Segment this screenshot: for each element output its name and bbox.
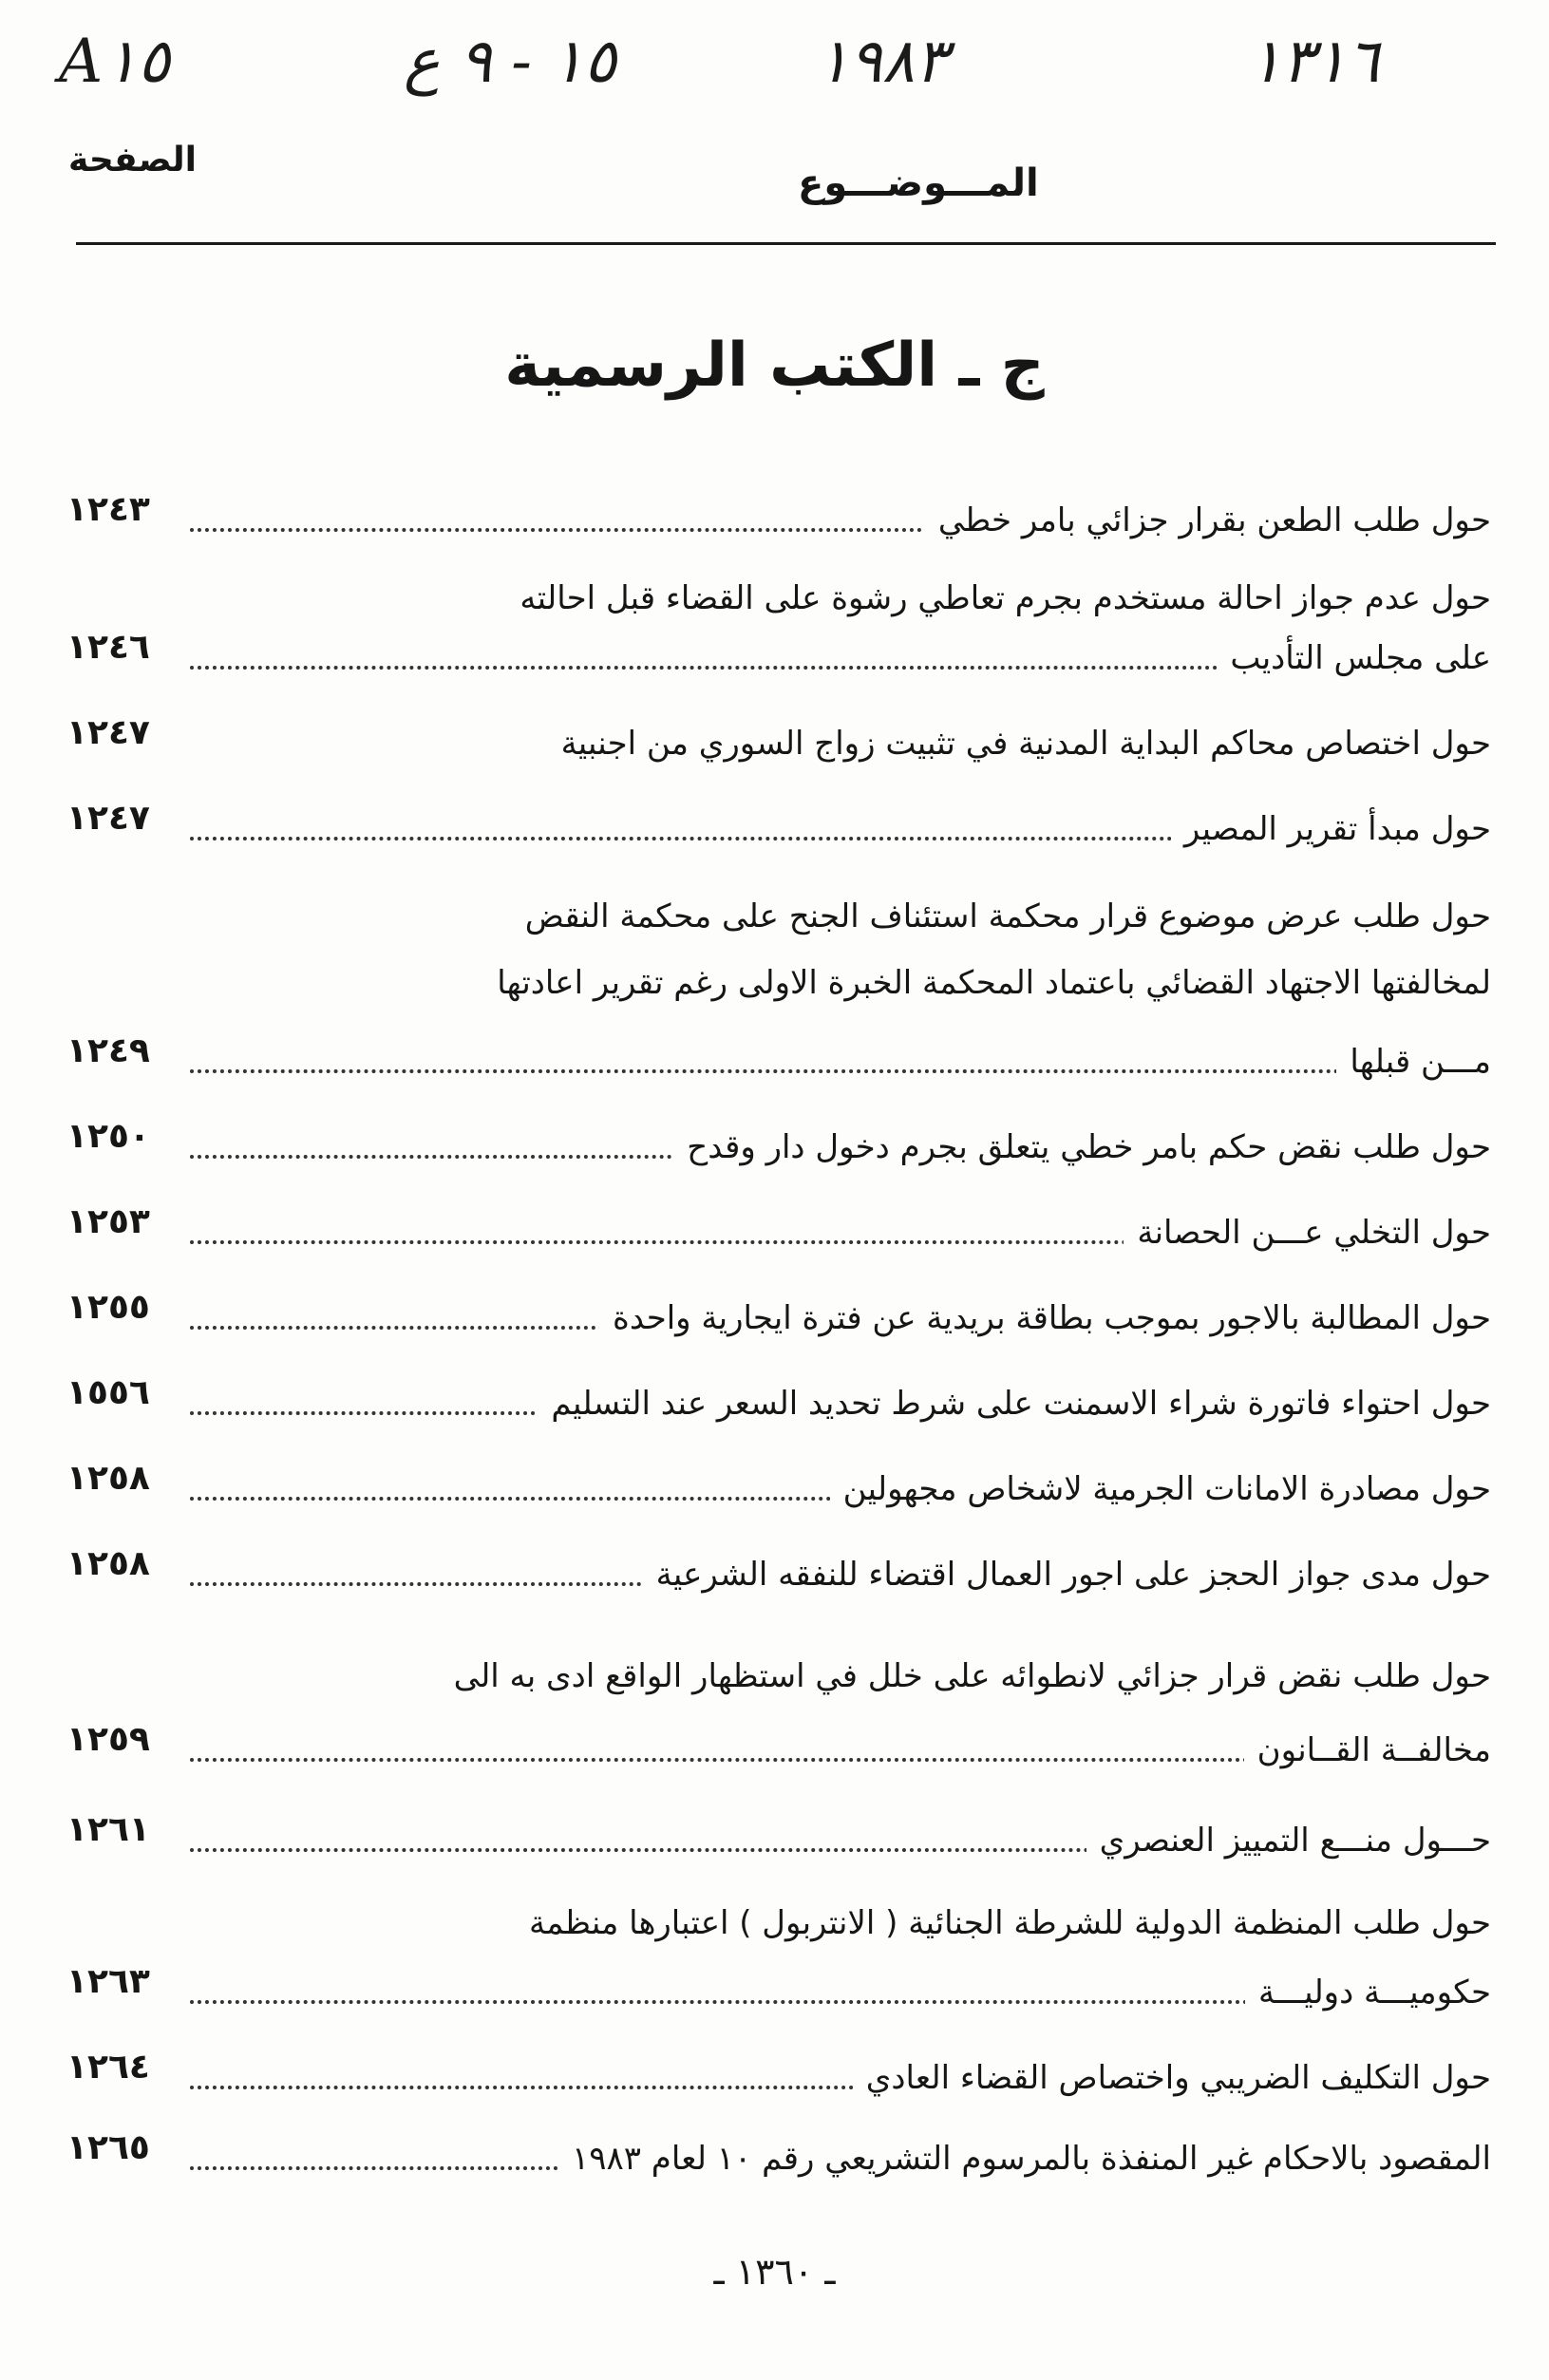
entry-title-line: حول طلب عرض موضوع قرار محكمة استئناف الجنح على محكمة النقض <box>524 897 1491 935</box>
index-entry <box>66 628 1491 689</box>
index-entry <box>66 490 1491 551</box>
entry-page-number: ١٢٦١ <box>66 1810 160 1849</box>
index-entry <box>66 1202 1491 1263</box>
entry-title: حـــول منـــع التمييز العنصري <box>1086 1822 1491 1860</box>
entry-title: حول مصادرة الامانات الجرمية لاشخاص مجهولين <box>830 1470 1491 1508</box>
entry-page-number: ١٢٤٣ <box>66 490 160 529</box>
entry-page-number: ١٥٥٦ <box>66 1373 160 1412</box>
entry-title: حول المطالبة بالاجور بموجب بطاقة بريدية عن فترة ايجارية واحدة <box>599 1299 1491 1337</box>
index-entry <box>66 1962 1491 2023</box>
handwritten-note-3: ١٩٨٣ <box>817 27 948 97</box>
index-entry <box>66 1117 1491 1178</box>
entry-page-number: ١٢٤٧ <box>66 713 160 752</box>
entry-page-number: ١٢٦٤ <box>66 2048 160 2087</box>
entry-title: المقصود بالاحكام غير المنفذة بالمرسوم التشريعي رقم ١٠ لعام ١٩٨٣ <box>558 2140 1491 2178</box>
entry-title: حول التكليف الضريبي واختصاص القضاء العادي <box>853 2059 1491 2097</box>
entry-title: مـــن قبلها <box>1336 1043 1491 1081</box>
entry-page-number: ١٢٥٠ <box>66 1117 160 1156</box>
index-entry <box>66 2048 1491 2108</box>
handwritten-note-1: A١٥ <box>59 27 170 97</box>
index-entry <box>66 1459 1491 1520</box>
handwritten-note-2: ١٥ - ٩ ع <box>404 27 616 97</box>
entry-page-number: ١٢٦٥ <box>66 2128 160 2167</box>
entry-page-number: ١٢٤٩ <box>66 1031 160 1070</box>
entry-title: مخالفــة القــانون <box>1244 1731 1491 1769</box>
entry-title-line: حول عدم جواز احالة مستخدم بجرم تعاطي رشوة على القضاء قبل احالته <box>519 579 1491 617</box>
footer-page-number: ـ ١٣٦٠ ـ <box>713 2251 836 2293</box>
index-entry <box>66 1031 1491 1092</box>
index-entry <box>66 713 1491 774</box>
entry-page-number: ١٢٥٣ <box>66 1202 160 1241</box>
entry-page-number: ١٢٥٩ <box>66 1720 160 1759</box>
entry-title-line: حول طلب المنظمة الدولية للشرطة الجنائية ( الانتربول ) اعتبارها منظمة <box>529 1904 1491 1942</box>
entry-title: حول مدى جواز الحجز على اجور العمال اقتضاء للنفقه الشرعية <box>643 1556 1491 1594</box>
index-entry <box>66 1288 1491 1349</box>
entry-title: حكوميـــة دوليـــة <box>1245 1974 1491 2012</box>
section-title: ج ـ الكتب الرسمية <box>504 331 1045 401</box>
entry-page-number: ١٢٦٣ <box>66 1962 160 2001</box>
entry-title: حول اختصاص محاكم البداية المدنية في تثبيت زواج السوري من اجنبية <box>548 725 1491 763</box>
index-entry <box>66 1544 1491 1605</box>
entry-title: حول طلب الطعن بقرار جزائي بامر خطي <box>925 501 1491 539</box>
index-entry <box>66 1373 1491 1434</box>
entry-title-line: لمخالفتها الاجتهاد القضائي باعتماد المحكمة الخبرة الاولى رغم تقرير اعادتها <box>497 964 1491 1002</box>
entry-title: على مجلس التأديب <box>1217 639 1491 677</box>
header-topic-label: المـــوضـــوع <box>798 161 1039 205</box>
entry-page-number: ١٢٤٦ <box>66 628 160 667</box>
entry-title: حول التخلي عـــن الحصانة <box>1124 1214 1491 1252</box>
entry-page-number: ١٢٥٨ <box>66 1544 160 1583</box>
entry-title: حول مبدأ تقرير المصير <box>1171 810 1491 848</box>
index-entry <box>66 799 1491 859</box>
leader-dots <box>190 1041 1491 1073</box>
index-entry <box>66 1810 1491 1871</box>
entry-page-number: ١٢٥٥ <box>66 1288 160 1327</box>
entry-title-line: حول طلب نقض قرار جزائي لانطوائه على خلل في استظهار الواقع ادى به الى <box>453 1657 1491 1695</box>
header-page-label: الصفحة <box>68 141 198 179</box>
entry-title: حول طلب نقض حكم بامر خطي يتعلق بجرم دخول دار وقدح <box>673 1128 1491 1166</box>
handwritten-note-4: ١٣١٦ <box>1249 27 1380 97</box>
entry-page-number: ١٢٤٧ <box>66 799 160 838</box>
entry-title: حول احتواء فاتورة شراء الاسمنت على شرط تحديد السعر عند التسليم <box>538 1385 1491 1423</box>
header-divider <box>76 242 1496 245</box>
index-entry <box>66 1720 1491 1781</box>
index-entry <box>66 2128 1491 2189</box>
entry-page-number: ١٢٥٨ <box>66 1459 160 1498</box>
